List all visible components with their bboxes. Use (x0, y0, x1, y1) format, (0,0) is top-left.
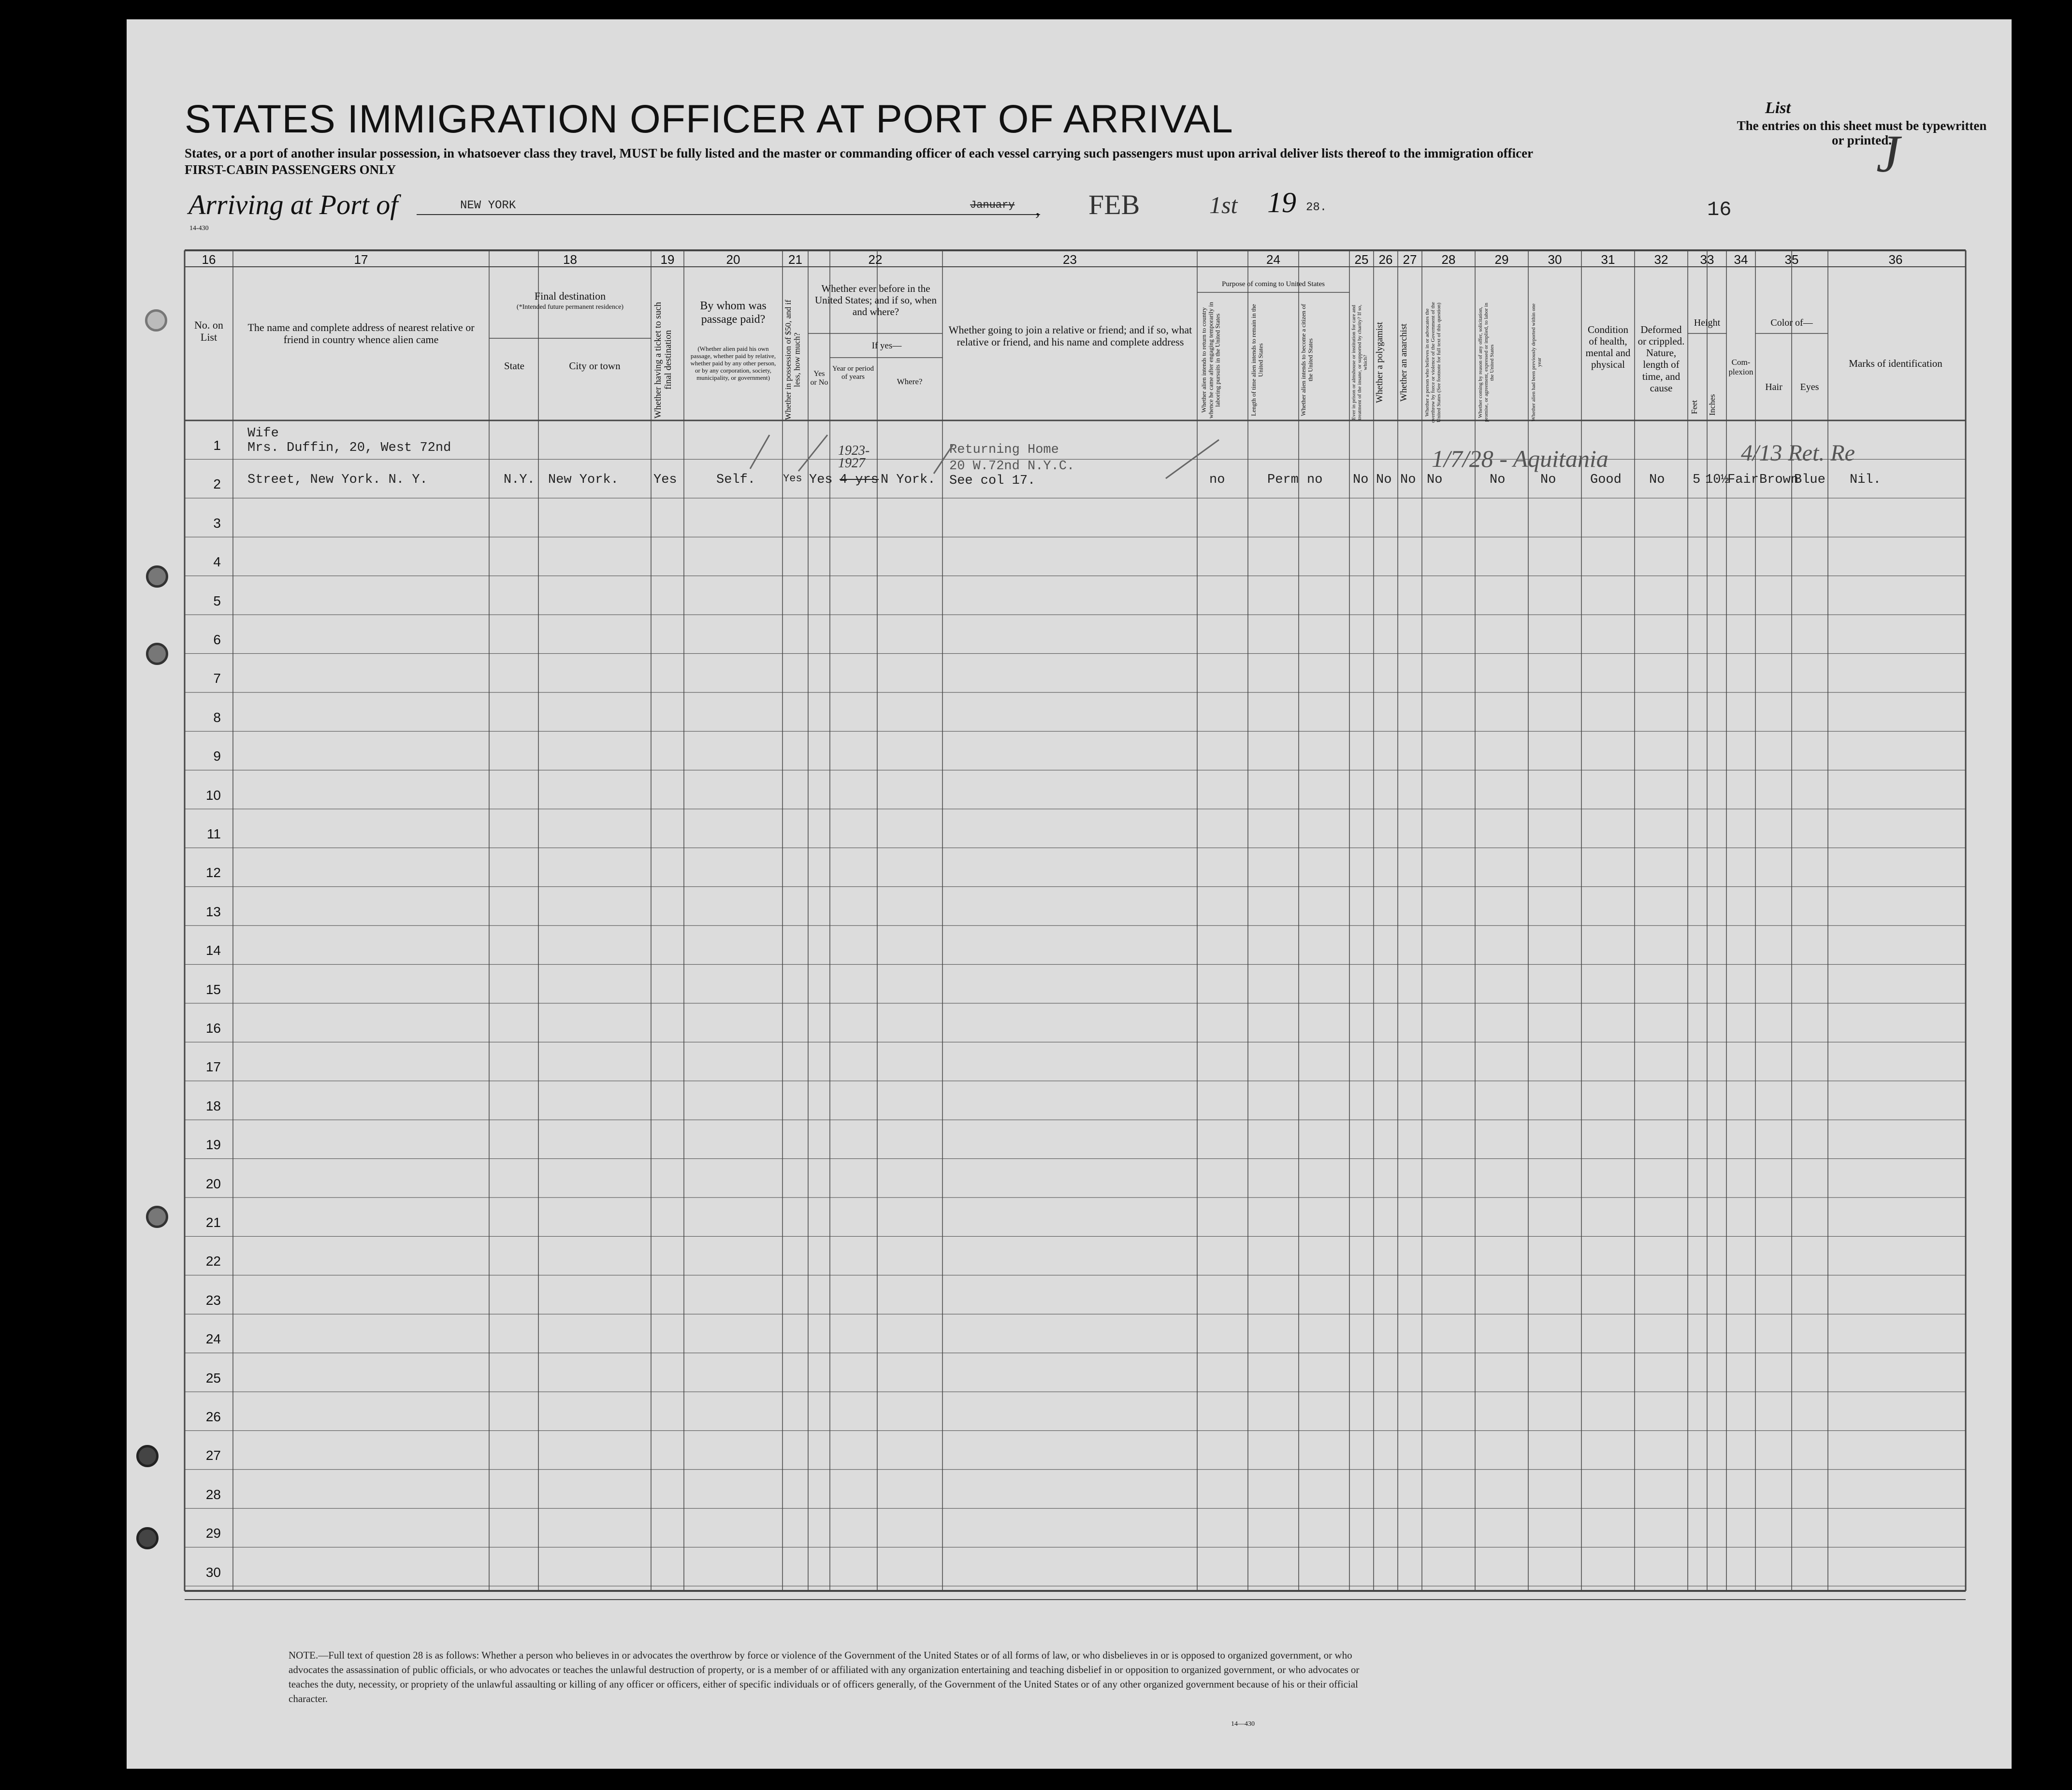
entry-health: Good (1590, 473, 1622, 487)
binder-hole (146, 565, 168, 588)
entry-contract: No (1490, 473, 1506, 487)
entry-length-stay: Perm (1267, 473, 1299, 487)
col-num-29: 29 (1494, 252, 1509, 267)
port-name: NEW YORK (460, 199, 516, 212)
row-number: 12 (205, 865, 221, 881)
entry-years-struck: 4 yrs (840, 473, 879, 487)
entry-city: New York. (548, 473, 619, 487)
entry-citizen: no (1307, 473, 1323, 487)
header-paid-by: By whom was passage paid? (700, 300, 767, 326)
row-number: 7 (213, 671, 221, 686)
col-num-30: 30 (1548, 252, 1562, 267)
row-number: 21 (205, 1215, 221, 1230)
col-num-28: 28 (1441, 252, 1456, 267)
header-state: State (504, 360, 524, 372)
col-num-17: 17 (354, 252, 368, 267)
row-number: 11 (206, 826, 221, 841)
header-ticket: Whether having a ticket to such final destination (653, 302, 673, 419)
header-overthrow: Whether a person who believes in or advocates the overthrow by force or violence of the Government of the United States (See footnote for full text of this question) (1424, 302, 1442, 423)
entry-prison: No (1353, 473, 1369, 487)
table-grid (127, 19, 2012, 1769)
binder-hole (136, 1527, 159, 1549)
col-num-26: 26 (1378, 252, 1393, 267)
header-purpose: Purpose of coming to United States (1222, 280, 1325, 288)
row-number: 2 (213, 476, 221, 492)
entry-hand-annotation: 1/7/28 - Aquitania (1432, 445, 1608, 472)
header-no-on-list: No. on List (194, 319, 223, 344)
entry-deformed: No (1649, 473, 1665, 487)
col-num-34: 34 (1734, 252, 1748, 267)
header-inches: Inches (1708, 394, 1717, 416)
row-number: 20 (205, 1176, 221, 1191)
row-number: 26 (205, 1409, 221, 1424)
month: FEB (1088, 189, 1140, 220)
row-number: 25 (205, 1370, 221, 1386)
arriving-label: Arriving at Port of (188, 189, 398, 220)
hand-mark: J (1876, 124, 1900, 183)
row-number: 22 (205, 1254, 221, 1269)
binder-hole (145, 309, 167, 332)
header-year: Year or period of years (832, 365, 874, 381)
entry-feet: 5 (1693, 473, 1701, 487)
header-deported: Whether alien had been previously deported within one year (1531, 303, 1543, 422)
comma: , (1035, 198, 1040, 219)
col-num-27: 27 (1403, 252, 1417, 267)
row-number: 18 (205, 1098, 221, 1113)
row-number: 14 (205, 943, 221, 958)
entry-before-yesno: Yes (809, 473, 833, 487)
row-number: 5 (213, 593, 221, 608)
header-purpose-citizen: Whether alien intends to become a citizen of the United States (1300, 303, 1314, 417)
binder-hole (146, 643, 168, 665)
col-num-18: 18 (563, 252, 577, 267)
header-where: Where? (897, 377, 923, 386)
entry-address-line1: Mrs. Duffin, 20, West 72nd (247, 441, 451, 455)
form-title: STATES IMMIGRATION OFFICER AT PORT OF ARRIVAL (185, 97, 1233, 141)
header-before-us: Whether ever before in the United States; and if so, when and where? (815, 283, 937, 318)
entry-hand-annotation2: 4/13 Ret. Re (1741, 440, 1855, 466)
header-prison: Ever in prison or almshouse or institution for care and treatment of the insane, or supported by charity? If so, which? (1351, 304, 1369, 420)
row-number: 6 (213, 632, 221, 647)
manifest-sheet (127, 19, 2012, 1769)
header-eyes: Eyes (1800, 382, 1819, 392)
header-paid-by-sub: (Whether alien paid his own passage, whether paid by relative, whether paid by any other person, or by any corporation, society, municipality, or government) (690, 345, 776, 381)
sheet-number: 16 (1707, 198, 1732, 221)
header-polygamist: Whether a polygamist (1375, 322, 1385, 403)
row-number: 8 (213, 709, 221, 725)
footnote: NOTE.—Full text of question 28 is as follows: Whether a person who believes in or advocates the overthrow by force or violence of the Government of the United States or of all forms of law, or who disbelieves in or is opposed to organized government, or who advocates the assassination of public officials, or who advocates or teaches the unlawful destruction of property, or is a member of or affiliated with any organization entertaining and teaching disbelief in or opposition to organized government, or who advocates or teaches the duty, necessity, or propriety of the unlawful assaulting or killing of any officer or officers, either of specific individuals or of officers generally, of the Government of the United States or of any other organized government because of his or their official character. (289, 1649, 1360, 1704)
entry-polygamist: No (1376, 473, 1392, 487)
col-num-22: 22 (868, 252, 883, 267)
col-num-32: 32 (1654, 252, 1668, 267)
col-num-36: 36 (1888, 252, 1903, 267)
row-number: 23 (205, 1292, 221, 1308)
header-anarchist: Whether an anarchist (1399, 323, 1409, 402)
header-if-yes: If yes— (871, 341, 902, 351)
header-purpose-return: Whether alien intends to return to country whence he came after engaging temporarily in laboring pursuits in the United States (1200, 302, 1221, 419)
header-join-relative: Whether going to join a relative or friend; and if so, what relative or friend, and his name and complete address (948, 324, 1192, 348)
entry-years-hand: 1923-1927 (838, 443, 870, 471)
form-subtitle: States, or a port of another insular possession, in whatsoever class they travel, MUST be fully listed and the master or commanding officer of each vessel carrying such passengers must upon arrival deliver lists thereof to the immigration officer (185, 146, 1534, 160)
col-num-16: 16 (202, 252, 216, 267)
entry-inches: 10½ (1705, 473, 1729, 487)
entry-paid-by: Self. (716, 473, 756, 487)
entry-overthrow: No (1427, 473, 1443, 487)
entry-anarchist: No (1400, 473, 1416, 487)
binder-hole (146, 1206, 168, 1228)
col-num-19: 19 (660, 252, 675, 267)
footer-form-number: 14—430 (1231, 1720, 1255, 1728)
col-num-24: 24 (1266, 252, 1280, 267)
header-yes-no: Yes or No (810, 370, 828, 387)
row-number: 4 (213, 554, 221, 570)
col-num-20: 20 (726, 252, 740, 267)
entry-complexion: Fair (1727, 473, 1759, 487)
entry-relation: Wife (247, 426, 279, 441)
list-label: List (1765, 99, 1791, 117)
entry-eyes: Blue (1794, 473, 1826, 487)
row-number: 16 (205, 1021, 221, 1036)
entry-deported: No (1540, 473, 1556, 487)
header-relative: The name and complete address of nearest relative or friend in country whence alien came (247, 321, 475, 346)
typed-note: The entries on this sheet must be typewritten or printed. (1737, 118, 1987, 147)
header-money: Whether in possession of $50, and if less, how much? (783, 300, 802, 420)
header-final-destination-sub: (*Intended future permanent residence) (516, 303, 624, 311)
header-purpose-length: Length of time alien intends to remain in the United States (1250, 304, 1264, 416)
entry-marks: Nil. (1850, 473, 1881, 487)
row-number: 19 (205, 1137, 221, 1153)
header-color: Color of— (1770, 318, 1813, 328)
month-struck: January (970, 199, 1015, 211)
header-marks: Marks of identification (1849, 358, 1942, 369)
form-number: 14-430 (189, 225, 209, 232)
header-deformed: Deformed or crippled. Nature, length of time, and cause (1637, 324, 1685, 394)
entry-state: N.Y. (504, 473, 535, 487)
header-feet: Feet (1690, 400, 1699, 415)
entry-intends-return: no (1209, 473, 1225, 487)
entry-hair: Brown (1759, 473, 1799, 487)
entry-join-line1: Returning Home (949, 443, 1059, 457)
row-number: 9 (213, 749, 221, 764)
row-number: 17 (205, 1059, 221, 1075)
row-number: 28 (205, 1487, 221, 1502)
row-number: 30 (205, 1564, 221, 1580)
entry-join-see: See col 17. (949, 474, 1036, 488)
header-city: City or town (569, 360, 621, 372)
row-number: 13 (205, 904, 221, 919)
header-final-destination: Final destination (534, 290, 606, 302)
class-line: FIRST-CABIN PASSENGERS ONLY (185, 162, 396, 177)
day: 1st (1209, 191, 1238, 218)
binder-hole (136, 1445, 159, 1467)
col-num-31: 31 (1601, 252, 1615, 267)
col-num-21: 21 (788, 252, 802, 267)
entry-address-line2: Street, New York. N. Y. (247, 473, 428, 487)
year-suffix: 28. (1306, 201, 1327, 214)
entry-ticket: Yes (653, 473, 677, 487)
entry-where: N York. (881, 473, 936, 487)
row-number: 29 (205, 1526, 221, 1541)
entry-join-line2: 20 W.72nd N.Y.C. (949, 459, 1075, 474)
hand-check-strokes (731, 425, 1311, 488)
row-number: 27 (205, 1448, 221, 1463)
row-number: 1 (213, 438, 221, 453)
header-height: Height (1694, 318, 1721, 328)
row-number: 24 (205, 1331, 221, 1347)
col-num-23: 23 (1063, 252, 1077, 267)
header-health: Condition of health, mental and physical (1585, 324, 1631, 371)
col-num-33: 33 (1700, 252, 1714, 267)
row-number: 15 (205, 982, 221, 997)
entry-money: Yes (783, 473, 802, 485)
row-number: 3 (213, 515, 221, 531)
header-hair: Hair (1765, 382, 1782, 392)
header-contract: Whether coming by reason of any offer, solicitation, promise, or agreement, expressed or implied, to labor in the United States (1478, 303, 1495, 422)
header-complexion: Com-plexion (1728, 358, 1753, 376)
col-num-25: 25 (1354, 252, 1369, 267)
col-num-35: 35 (1784, 252, 1799, 267)
row-number: 10 (205, 787, 221, 803)
year-prefix: 19 (1267, 187, 1296, 218)
